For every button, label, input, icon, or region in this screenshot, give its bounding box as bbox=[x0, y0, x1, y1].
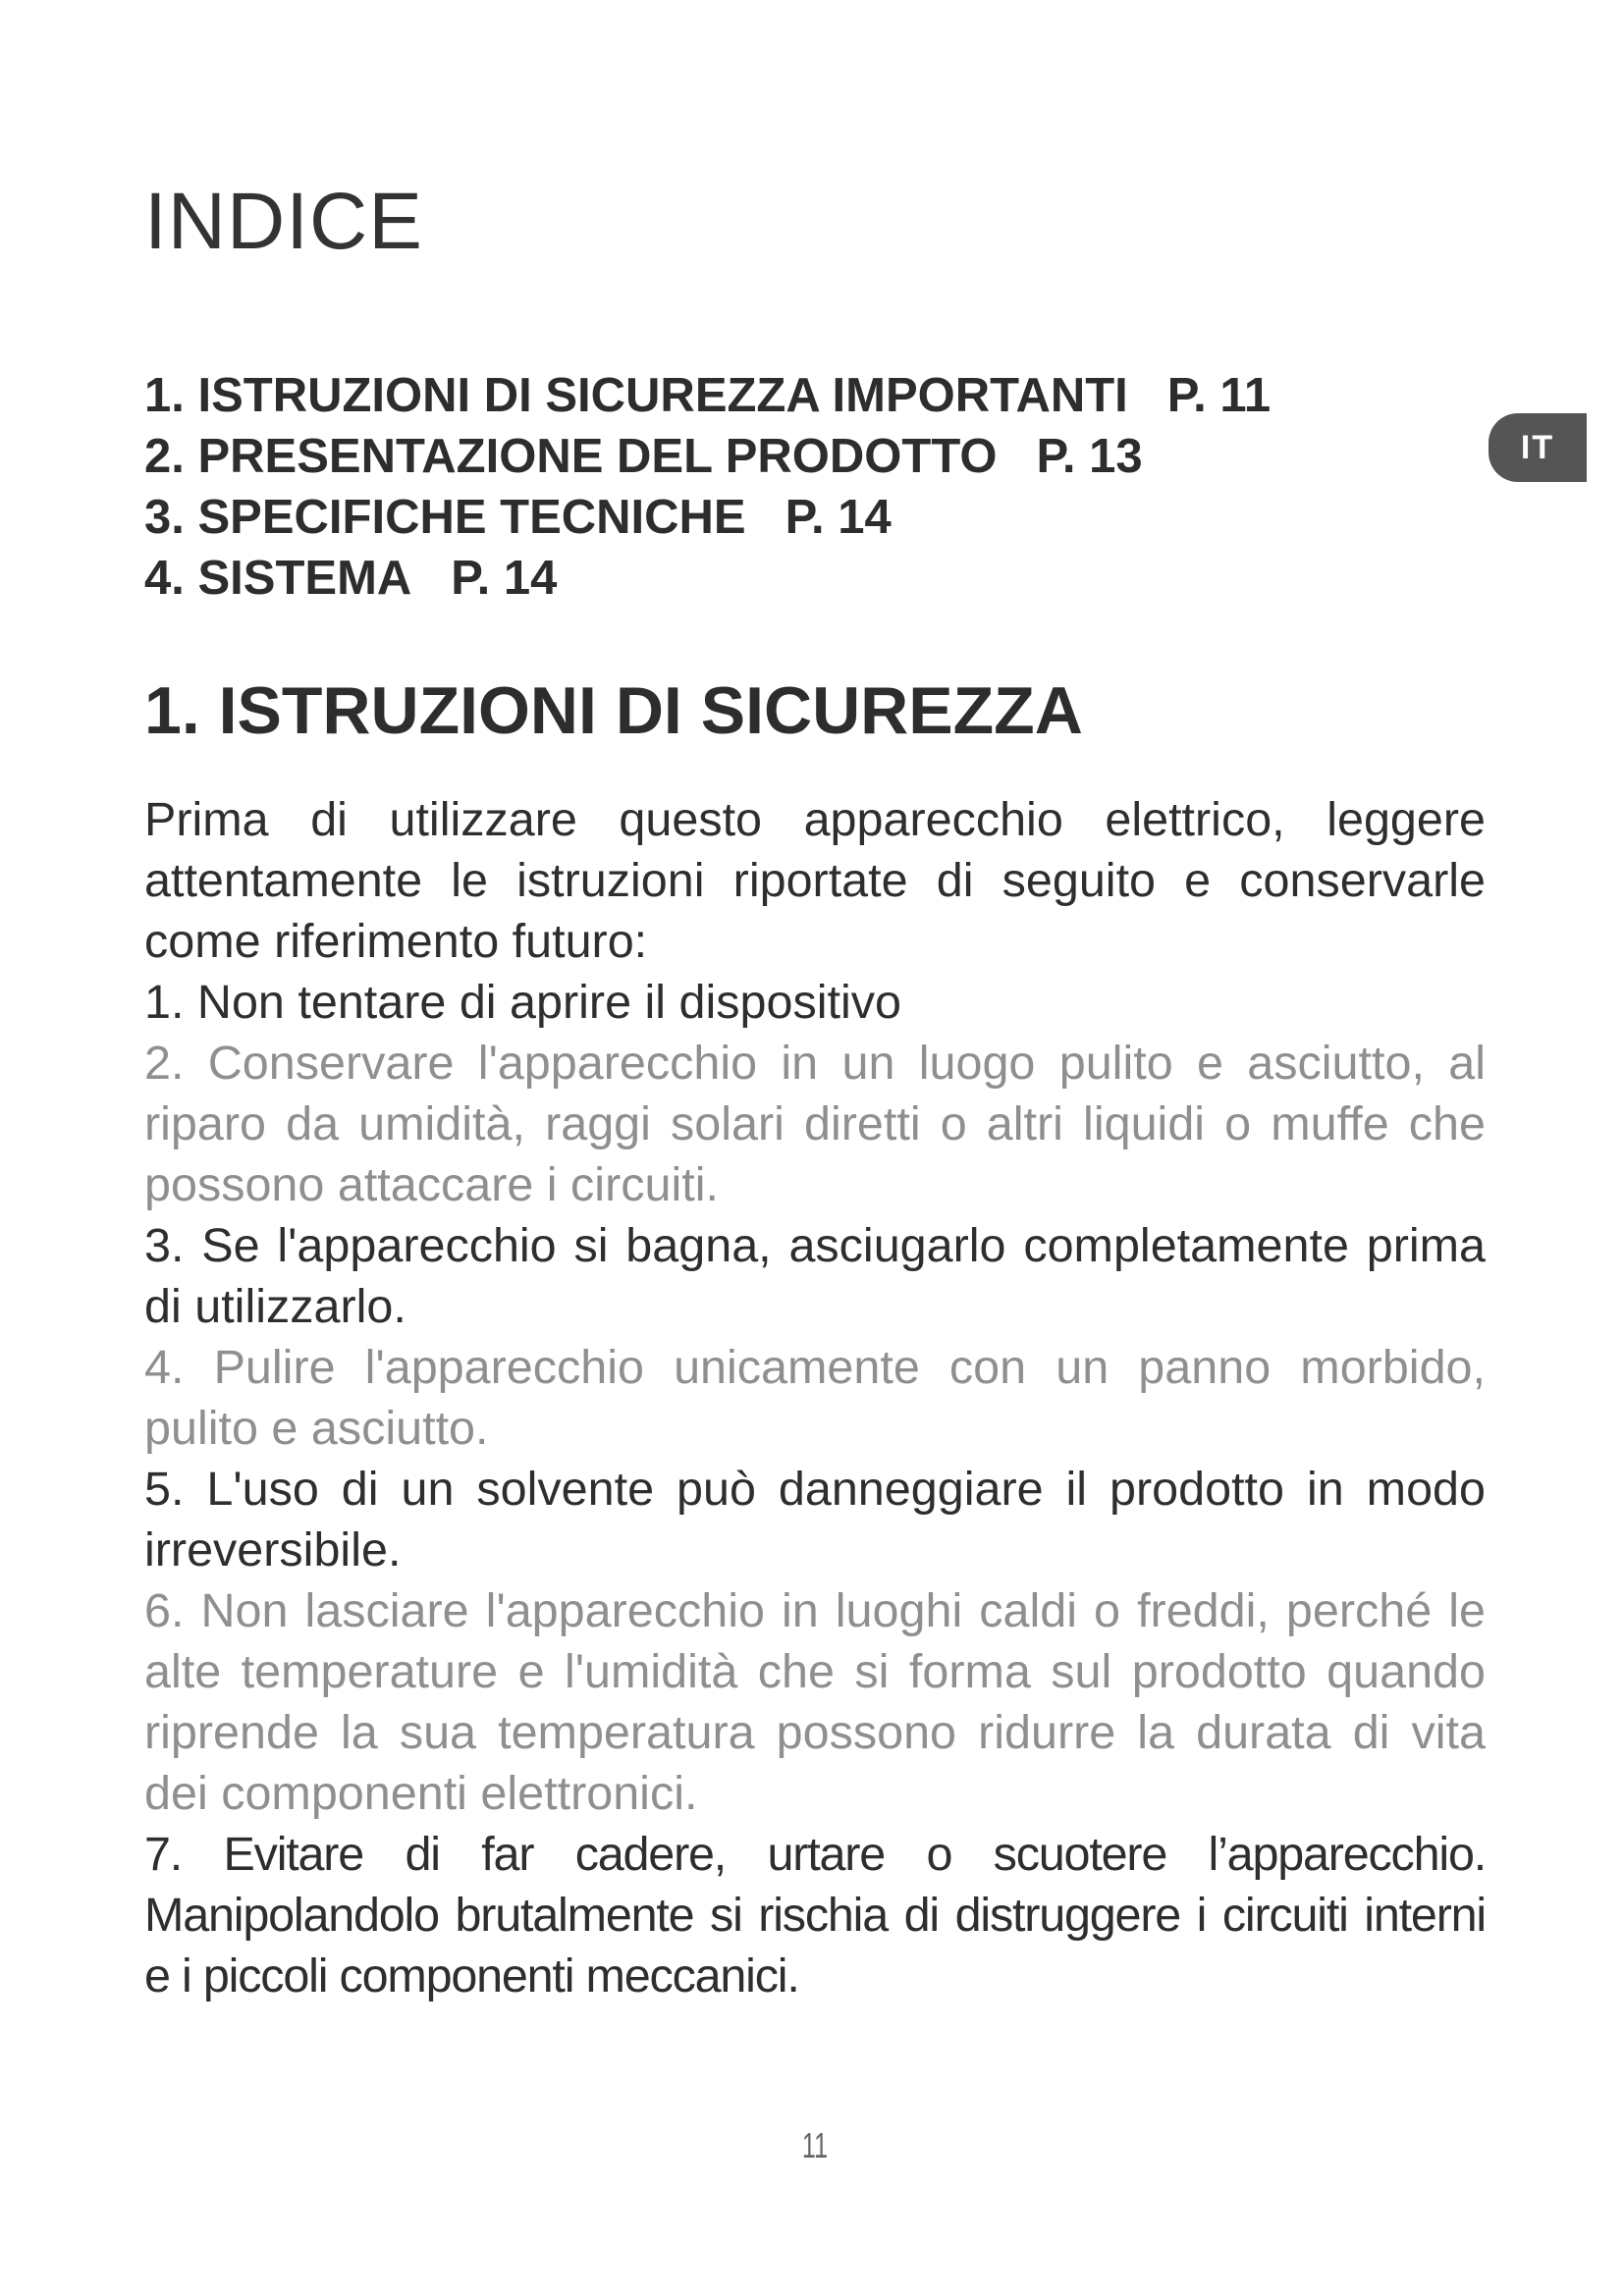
intro-paragraph: Prima di utilizzare questo apparecchio elettrico, leggere attentamente le istruzioni riportate di seguito e conservarle come riferimento futuro: bbox=[144, 793, 1486, 968]
toc-item-page: P. 13 bbox=[1036, 430, 1143, 483]
toc-item-page: P. 14 bbox=[451, 552, 558, 605]
toc-item-label: 2. PRESENTAZIONE DEL PRODOTTO bbox=[144, 430, 998, 483]
toc-item[interactable] bbox=[144, 487, 1271, 548]
toc-item-page: P. 14 bbox=[785, 491, 892, 544]
instruction-item: 7. Evitare di far cadere, urtare o scuotere l’apparecchio. Manipolandolo brutalmente si rischia di distruggere i circuiti interni e i piccoli componenti meccanici. bbox=[144, 1828, 1486, 2002]
instruction-item: 6. Non lasciare l'apparecchio in luoghi caldi o freddi, perché le alte temperature e l'umidità che si forma sul prodotto quando riprende la sua temperatura possono ridurre la durata di vita dei componenti elettronici. bbox=[144, 1584, 1486, 1820]
section-title: 1. ISTRUZIONI DI SICUREZZA bbox=[144, 673, 1083, 748]
instruction-item: 2. Conservare l'apparecchio in un luogo pulito e asciutto, al riparo da umidità, raggi solari diretti o altri liquidi o muffe che possono attaccare i circuiti. bbox=[144, 1037, 1486, 1211]
index-title: INDICE bbox=[144, 177, 423, 266]
instruction-item: 4. Pulire l'apparecchio unicamente con un panno morbido, pulito e asciutto. bbox=[144, 1341, 1486, 1455]
toc-item[interactable] bbox=[144, 365, 1271, 426]
instruction-item: 5. L'uso di un solvente può danneggiare il prodotto in modo irreversibile. bbox=[144, 1463, 1486, 1576]
toc-item[interactable] bbox=[144, 426, 1271, 487]
page-number: 11 bbox=[801, 2125, 829, 2165]
toc-item[interactable] bbox=[144, 548, 1271, 609]
toc-item-label: 1. ISTRUZIONI DI SICUREZZA IMPORTANTI bbox=[144, 369, 1128, 422]
instruction-item: 1. Non tentare di aprire il dispositivo bbox=[144, 976, 902, 1029]
table-of-contents bbox=[144, 365, 1271, 609]
language-tab: IT bbox=[1489, 413, 1587, 482]
toc-item-label: 3. SPECIFICHE TECNICHE bbox=[144, 491, 746, 544]
toc-item-label: 4. SISTEMA bbox=[144, 552, 412, 605]
manual-page bbox=[144, 0, 1486, 2296]
instruction-item: 3. Se l'apparecchio si bagna, asciugarlo completamente prima di utilizzarlo. bbox=[144, 1219, 1486, 1333]
toc-item-page: P. 11 bbox=[1166, 369, 1272, 422]
safety-instructions bbox=[144, 789, 1486, 2006]
